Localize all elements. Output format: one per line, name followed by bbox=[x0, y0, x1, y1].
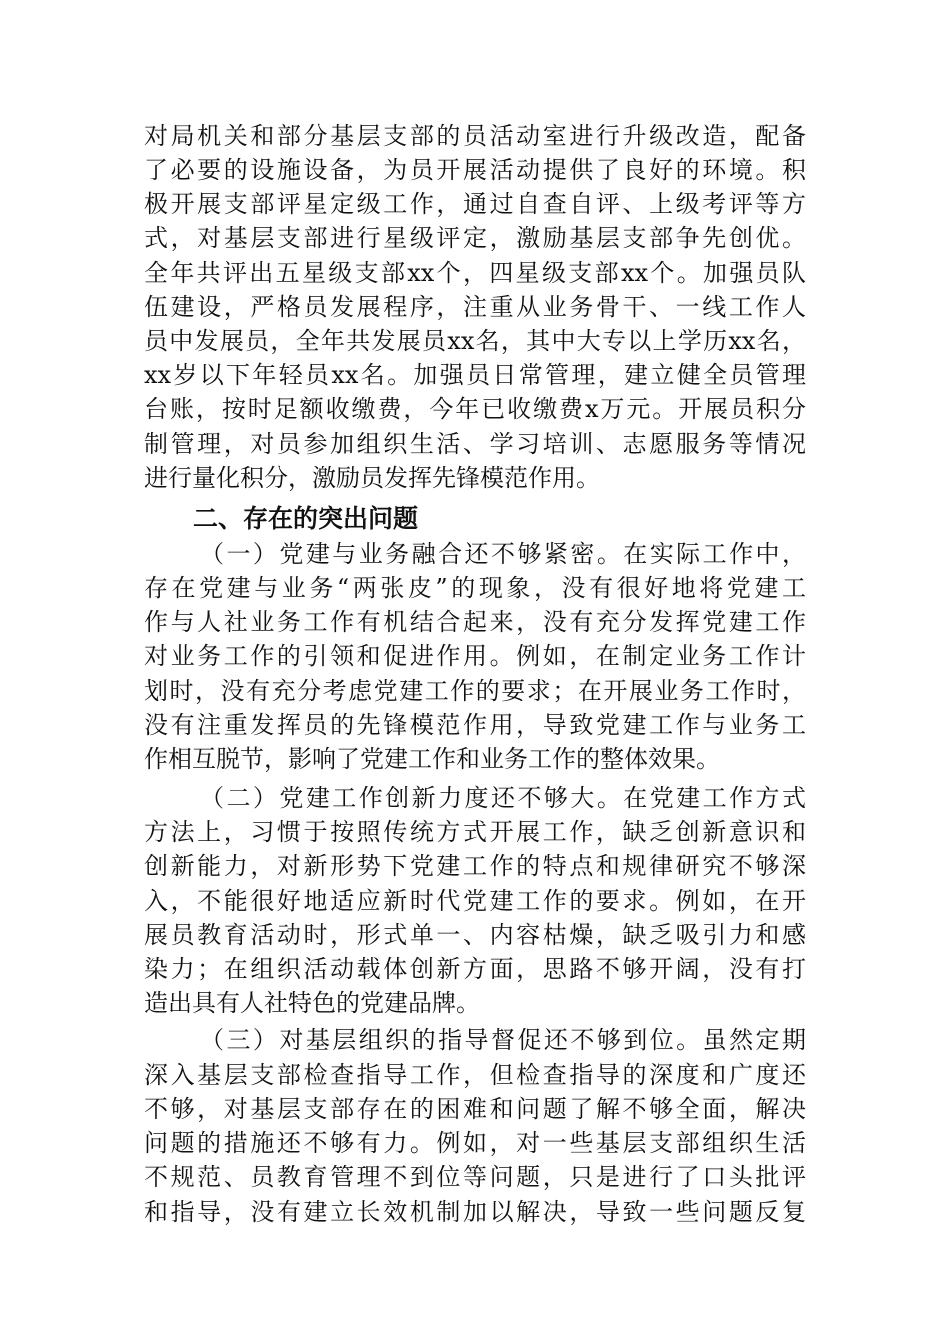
problem2-line-7: 造出具有人社特色的党建品牌。 bbox=[144, 989, 480, 1017]
problem3-line-4: 问题的措施还不够有力。例如，对一些基层支部组织生活 bbox=[144, 1129, 806, 1157]
intro-line-11: 进行量化积分，激励员发挥先锋模范作用。 bbox=[144, 464, 600, 492]
problem3-line-2: 深入基层支部检查指导工作，但检查指导的深度和广度还 bbox=[144, 1061, 806, 1089]
problem1-line-3: 作与人社业务工作有机结合起来，没有充分发挥党建工作 bbox=[144, 608, 806, 636]
problem1-line-1: （一）党建与业务融合还不够紧密。在实际工作中， bbox=[200, 540, 806, 568]
intro-line-1: 对局机关和部分基层支部的员活动室进行升级改造，配备 bbox=[144, 122, 806, 150]
problem1-line-5: 划时，没有充分考虑党建工作的要求；在开展业务工作时， bbox=[144, 677, 806, 705]
intro-line-8: xx岁以下年轻员xx名。加强员日常管理，建立健全员管理 bbox=[144, 361, 806, 389]
intro-line-9: 台账，按时足额收缴费，今年已收缴费x万元。开展员积分 bbox=[144, 395, 806, 423]
problem1-line-2: 存在党建与业务“两张皮”的现象，没有很好地将党建工 bbox=[144, 574, 806, 602]
problem3-line-5: 不规范、员教育管理不到位等问题，只是进行了口头批评 bbox=[144, 1163, 806, 1191]
problem2-line-5: 展员教育活动时，形式单一、内容枯燥，缺乏吸引力和感 bbox=[144, 921, 806, 949]
problem3-line-6: 和指导，没有建立长效机制加以解决，导致一些问题反复 bbox=[144, 1198, 806, 1226]
intro-line-3: 极开展支部评星定级工作，通过自查自评、上级考评等方 bbox=[144, 190, 806, 218]
problem2-line-1: （二）党建工作创新力度还不够大。在党建工作方式 bbox=[200, 784, 806, 812]
intro-line-6: 伍建设，严格员发展程序，注重从业务骨干、一线工作人 bbox=[144, 293, 806, 321]
section-heading: 二、存在的突出问题 bbox=[193, 504, 419, 533]
problem1-line-7: 作相互脱节，影响了党建工作和业务工作的整体效果。 bbox=[144, 745, 720, 773]
problem3-line-3: 不够，对基层支部存在的困难和问题了解不够全面，解决 bbox=[144, 1095, 806, 1123]
problem2-line-6: 染力；在组织活动载体创新方面，思路不够开阔，没有打 bbox=[144, 955, 806, 983]
intro-line-10: 制管理，对员参加组织生活、学习培训、志愿服务等情况 bbox=[144, 430, 806, 458]
problem2-line-3: 创新能力，对新形势下党建工作的特点和规律研究不够深 bbox=[144, 852, 806, 880]
problem1-line-4: 对业务工作的引领和促进作用。例如，在制定业务工作计 bbox=[144, 642, 806, 670]
intro-line-7: 员中发展员，全年共发展员xx名，其中大专以上学历xx名， bbox=[144, 327, 806, 355]
problem2-line-2: 方法上，习惯于按照传统方式开展工作，缺乏创新意识和 bbox=[144, 818, 806, 846]
problem3-line-1: （三）对基层组织的指导督促还不够到位。虽然定期 bbox=[200, 1026, 806, 1054]
intro-line-5: 全年共评出五星级支部xx个，四星级支部xx个。加强员队 bbox=[144, 259, 806, 287]
problem1-line-6: 没有注重发挥员的先锋模范作用，导致党建工作与业务工 bbox=[144, 711, 806, 739]
problem2-line-4: 入，不能很好地适应新时代党建工作的要求。例如，在开 bbox=[144, 887, 806, 915]
intro-line-4: 式，对基层支部进行星级评定，激励基层支部争先创优。 bbox=[144, 224, 806, 252]
intro-line-2: 了必要的设施设备，为员开展活动提供了良好的环境。积 bbox=[144, 156, 806, 184]
